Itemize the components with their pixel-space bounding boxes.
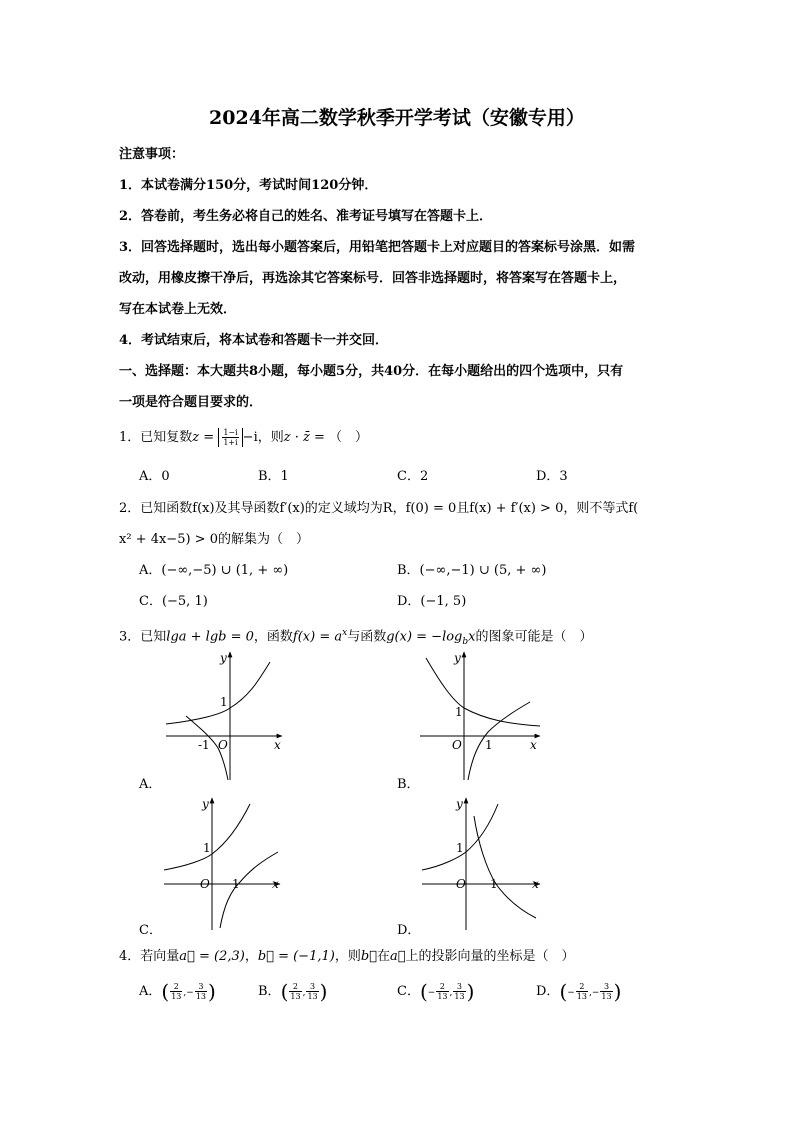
q4-option-b: B．( $\frac{2}{13}$ , $\frac{3}{13}$ ) bbox=[258, 979, 328, 1004]
q2-option-a: A．(−∞,−5) ∪ (1, + ∞) bbox=[139, 563, 289, 578]
graph-a-x-label: x bbox=[274, 738, 281, 752]
graph-d-x-label: x bbox=[532, 877, 539, 891]
graph-c-origin: O bbox=[200, 877, 210, 891]
q4-d-s1: − bbox=[567, 988, 575, 998]
notice-heading: 注意事项： bbox=[119, 147, 185, 162]
q4-a-s2: − bbox=[186, 988, 194, 998]
question-1 bbox=[119, 428, 368, 447]
q4-b-def: b⃗ = (−1,1) bbox=[257, 949, 335, 964]
graph-b-x-label: x bbox=[530, 738, 537, 752]
q4-option-a: A．( $\frac{2}{13}$ ,− $\frac{3}{13}$ ) bbox=[139, 979, 216, 1004]
graph-d-one-x: 1 bbox=[490, 877, 498, 891]
q3-condition: lga + lgb = 0 bbox=[166, 629, 254, 645]
q4-on: 在 bbox=[376, 949, 390, 964]
question-2-line1: 2．已知函数f(x)及其导函数f′(x)的定义域均为R，f(0) = 0且f(x) + f′(x) > 0，则不等式f( bbox=[119, 501, 639, 516]
graph-a-neg-one: -1 bbox=[198, 738, 210, 752]
graph-d-exp-curve bbox=[422, 804, 498, 870]
q3-prefix: 3．已知 bbox=[119, 629, 167, 645]
q3-option-c: C． bbox=[139, 923, 162, 938]
q4-option-c-label: C． bbox=[397, 984, 420, 999]
q1-z: z bbox=[192, 430, 200, 445]
q4-b: b⃗ bbox=[360, 949, 377, 964]
q4-c-d2: 13 bbox=[454, 992, 465, 1001]
q4-b-d1: 13 bbox=[290, 992, 301, 1001]
graph-b-one-x: 1 bbox=[485, 738, 493, 752]
q4-option-c: C．(− $\frac{2}{13}$ , $\frac{3}{13}$ ) bbox=[397, 979, 475, 1004]
q4-d-d1: 13 bbox=[576, 992, 587, 1001]
graph-a bbox=[160, 648, 290, 783]
q3-g-arg: x bbox=[468, 629, 476, 645]
graph-b-origin: O bbox=[452, 738, 462, 752]
graph-c-exp-curve bbox=[164, 804, 250, 870]
q1-after: −i，则 bbox=[242, 430, 284, 445]
notice-4: 4．考试结束后，将本试卷和答题卡一并交回． bbox=[119, 333, 389, 348]
graph-b-y-label: y bbox=[454, 651, 461, 665]
notice-3-end: 写在本试卷上无效． bbox=[119, 302, 237, 317]
graph-d-log-curve bbox=[474, 816, 536, 918]
section1-heading: 一、选择题：本大题共8小题，每小题5分，共40分．在每小题给出的四个选项中，只有 bbox=[119, 364, 624, 379]
q4-option-b-label: B． bbox=[258, 984, 281, 999]
graph-d bbox=[420, 794, 550, 932]
q4-d-d2: 13 bbox=[601, 992, 612, 1001]
q4-option-d: D．(− $\frac{2}{13}$ ,− $\frac{3}{13}$ ) bbox=[536, 979, 622, 1004]
q4-c-n1: 2 bbox=[436, 982, 448, 992]
q4-d-n1: 2 bbox=[576, 982, 588, 992]
q1-fraction bbox=[222, 428, 238, 447]
notice-2: 2．答卷前，考生务必将自己的姓名、准考证号填写在答题卡上． bbox=[119, 209, 493, 224]
graph-b-one-y: 1 bbox=[455, 705, 463, 719]
q4-option-a-label: A． bbox=[139, 984, 162, 999]
graph-a-y-label: y bbox=[220, 651, 227, 665]
section1-heading-cont: 一项是符合题目要求的． bbox=[119, 395, 263, 410]
q4-option-d-label: D． bbox=[536, 984, 560, 999]
q1-frac-num: 1−i bbox=[223, 428, 238, 437]
q3-f-def: f(x) = a bbox=[292, 629, 343, 645]
q4-b-d2: 13 bbox=[307, 992, 318, 1001]
q1-frac-den: 1+i bbox=[223, 438, 238, 447]
q2-option-d: D．(−1, 5) bbox=[397, 594, 467, 609]
graph-c-one-y: 1 bbox=[203, 841, 211, 855]
q3-option-d: D． bbox=[397, 923, 421, 938]
q4-b-n1: 2 bbox=[289, 982, 301, 992]
graph-a-one: 1 bbox=[220, 695, 228, 709]
q3-mid2: 与函数 bbox=[347, 629, 387, 645]
q4-a-n1: 2 bbox=[170, 982, 182, 992]
q3-tail: 的图象可能是（ ） bbox=[475, 629, 593, 645]
q4-b-n2: 3 bbox=[306, 982, 318, 992]
notice-3-cont: 改动，用橡皮擦干净后，再选涂其它答案标号．回答非选择题时，将答案写在答题卡上， bbox=[119, 271, 627, 286]
q3-g-base: b bbox=[462, 636, 469, 647]
graph-d-one-y: 1 bbox=[456, 841, 464, 855]
graph-c bbox=[160, 794, 290, 932]
q4-a-n2: 3 bbox=[195, 982, 207, 992]
q4-d-s2: − bbox=[591, 988, 600, 998]
q4-sep: ， bbox=[244, 949, 258, 964]
q4-c-s1: − bbox=[427, 988, 436, 998]
notice-3: 3．回答选择题时，选出每小题答案后，用铅笔把答题卡上对应题目的答案标号涂黑．如需 bbox=[119, 240, 636, 255]
q1-abs bbox=[218, 428, 242, 447]
graph-d-y-label: y bbox=[456, 797, 463, 811]
q1-option-c: C．2 bbox=[397, 469, 429, 484]
q1-tail: = （ ） bbox=[309, 430, 369, 445]
q3-f-exp: x bbox=[342, 628, 348, 638]
q4-a-def: a⃗ = (2,3) bbox=[179, 949, 245, 964]
question-2-line2: x² + 4x−5) > 0的解集为（ ） bbox=[119, 532, 309, 547]
q2-option-b: B．(−∞,−1) ∪ (5, + ∞) bbox=[397, 563, 547, 578]
q4-prefix: 4．若向量 bbox=[119, 949, 180, 964]
graph-c-x-label: x bbox=[272, 877, 279, 891]
graph-c-one-x: 1 bbox=[232, 877, 240, 891]
q2-option-c: C．(−5, 1) bbox=[139, 594, 208, 609]
q3-option-a: A． bbox=[139, 777, 162, 792]
q4-a-d2: 13 bbox=[195, 992, 206, 1001]
q3-mid1: ，函数 bbox=[253, 629, 293, 645]
graph-a-origin: O bbox=[218, 738, 228, 752]
q4-a-d1: 13 bbox=[171, 992, 182, 1001]
graph-a-exp-curve bbox=[166, 662, 270, 724]
q4-c-d1: 13 bbox=[437, 992, 448, 1001]
q1-option-b: B．1 bbox=[258, 469, 289, 484]
q4-mid: ，则 bbox=[334, 949, 361, 964]
notice-1: 1．本试卷满分150分，考试时间120分钟． bbox=[119, 178, 378, 193]
graph-c-y-label: y bbox=[202, 797, 209, 811]
q1-option-a: A．0 bbox=[139, 469, 170, 484]
graph-b-exp-curve bbox=[426, 658, 540, 726]
q4-d-n2: 3 bbox=[600, 982, 612, 992]
q1-prefix: 1．已知复数 bbox=[119, 430, 193, 445]
q4-a: a⃗ bbox=[389, 949, 406, 964]
question-4 bbox=[119, 949, 575, 965]
page-title: 2024年高二数学秋季开学考试（安徽专用） bbox=[209, 107, 585, 129]
q1-eq: = bbox=[199, 430, 219, 445]
q4-c-n2: 3 bbox=[453, 982, 465, 992]
q4-tail: 上的投影向量的坐标是（ ） bbox=[405, 949, 575, 964]
graph-d-origin: O bbox=[456, 877, 466, 891]
q3-option-b: B． bbox=[397, 777, 420, 792]
q1-expr: z · z̄ bbox=[283, 430, 310, 445]
q3-g-def: g(x) = −log bbox=[386, 629, 463, 645]
graph-c-log-curve bbox=[220, 852, 278, 928]
q1-option-d: D．3 bbox=[536, 469, 568, 484]
question-3 bbox=[119, 625, 593, 650]
graph-b bbox=[400, 648, 550, 783]
